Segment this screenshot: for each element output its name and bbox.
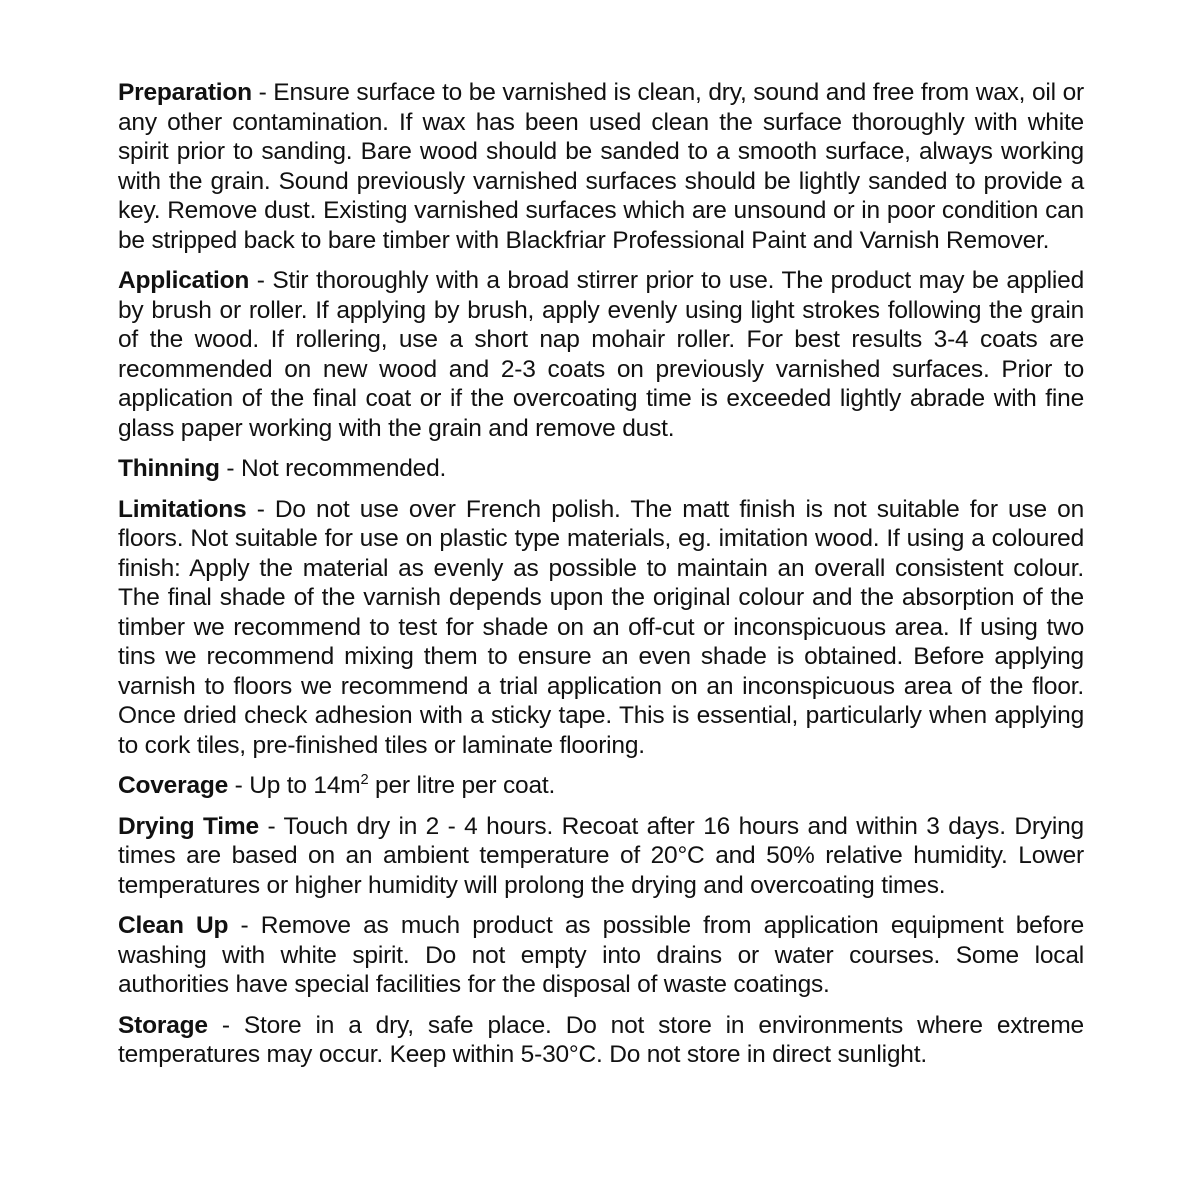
section-body: - Store in a dry, safe place. Do not store in environments where extreme temperatures may occur. Keep within 5-30°C. Do not store in direct sunlight. <box>118 1011 1084 1069</box>
section-body: - Stir thoroughly with a broad stirrer prior to use. The product may be applied by brush or roller. If applying by brush, apply evenly using light strokes following the grain of the wood. If rollering, use a short nap mohair roller. For best results 3-4 coats are recommended on new wood and 2-3 coats on previously varnished surfaces. Prior to application of the final coat or if the overcoating time is exceeded lightly abrade with fine glass paper working with the grain and remove dust. <box>118 267 1084 442</box>
section-drying-time <box>118 812 1084 901</box>
section-body: - Ensure surface to be varnished is clean, dry, sound and free from wax, oil or any other contamination. If wax has been used clean the surface thoroughly with white spirit prior to sanding. Bare wood should be sanded to a smooth surface, always working with the grain. Sound previously varnished surfaces should be lightly sanded to provide a key. Remove dust. Existing varnished surfaces which are unsound or in poor condition can be stripped back to bare timber with Blackfriar Professional Paint and Varnish Remover. <box>118 79 1084 254</box>
section-body: - Touch dry in 2 - 4 hours. Recoat after 16 hours and within 3 days. Drying times are based on an ambient temperature of 20°C and 50% relative humidity. Lower temperatures or higher humidity will prolong the drying and overcoating times. <box>118 812 1084 899</box>
section-body: - Not recommended. <box>219 455 447 483</box>
section-limitations <box>118 495 1084 761</box>
section-body: - Do not use over French polish. The matt finish is not suitable for use on floors. Not suitable for use on plastic type materials, eg. imitation wood. If using a coloured finish: Apply the material as evenly as possible to maintain an overall consistent colour. The final shade of the varnish depends upon the original colour and the absorption of the timber we recommend to test for shade on an off-cut or inconspicuous area. If using two tins we recommend mixing them to ensure an even shade is obtained. Before applying varnish to floors we recommend a trial application on an inconspicuous area of the floor. Once dried check adhesion with a sticky tape. This is essential, particularly when applying to cork tiles, pre-finished tiles or laminate flooring. <box>118 495 1084 759</box>
section-title: Application <box>118 267 250 295</box>
section-body-end: per litre per coat. <box>368 772 556 800</box>
section-body: - Up to 14m <box>228 772 361 800</box>
section-title: Storage <box>118 1011 208 1039</box>
section-title: Preparation <box>118 79 252 106</box>
section-title: Drying Time <box>118 812 259 840</box>
section-title: Limitations <box>118 495 247 523</box>
section-title: Thinning <box>118 455 220 483</box>
section-clean-up <box>118 911 1084 1000</box>
section-body: - Remove as much product as possible from application equipment before washing with white spirit. Do not empty into drains or water courses. Some local authorities have special facilities for the disposal of waste coatings. <box>118 912 1084 999</box>
section-storage <box>118 1011 1084 1070</box>
superscript-two: 2 <box>360 772 369 789</box>
section-preparation <box>118 78 1084 255</box>
section-thinning <box>118 454 1084 484</box>
section-coverage <box>118 771 1084 801</box>
section-application <box>118 266 1084 443</box>
product-label-text <box>118 78 1084 1081</box>
section-title: Clean Up <box>118 912 229 940</box>
section-title: Coverage <box>118 772 229 800</box>
